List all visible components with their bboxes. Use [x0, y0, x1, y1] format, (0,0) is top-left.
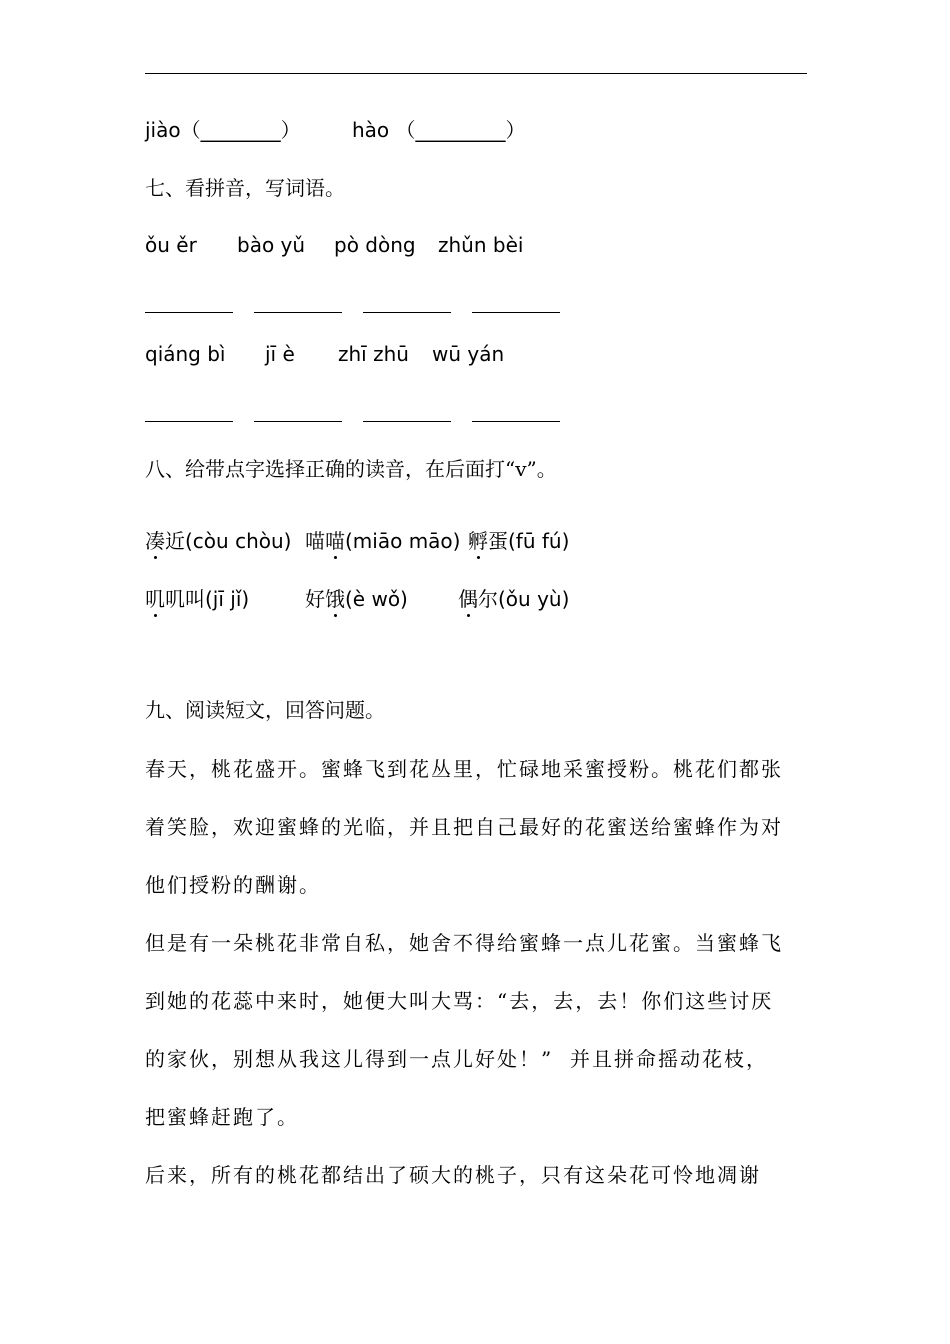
section8-heading: 八、给带点字选择正确的读音，在后面打“v”。 [145, 457, 557, 481]
dotted-char: 偶 [458, 587, 478, 611]
dotted-char: 喵 [325, 529, 345, 553]
answer-blank[interactable] [254, 312, 342, 313]
reading-choice-item: 好饿(è wǒ) [305, 587, 408, 611]
reading-choice-item: 喵喵(miāo māo) [305, 529, 461, 553]
reading-choice-item: 凑近(còu chòu) [145, 529, 292, 553]
reading-choice-item: 叽叽叫(jī jǐ) [145, 587, 250, 611]
pinyin-2-3: zhī zhū [338, 342, 409, 366]
pinyin-2-4: wū yán [432, 342, 505, 366]
passage-line: 的家伙，别想从我这儿得到一点儿好处！” 并且拼命摇动花枝， [145, 1047, 768, 1071]
header-rule [145, 73, 807, 74]
dotted-char: 叽 [145, 587, 165, 611]
pinyin-2-2: jī è [265, 342, 295, 366]
answer-blank[interactable] [472, 421, 560, 422]
pinyin-1-2: bào yǔ [237, 233, 306, 257]
q6-item-hao: hào （_________） [352, 118, 526, 142]
dotted-char: 孵 [468, 529, 488, 553]
pinyin-2-1: qiáng bì [145, 342, 226, 366]
answer-blank[interactable] [472, 312, 560, 313]
passage-line: 把蜜蜂赶跑了。 [145, 1105, 299, 1129]
pinyin-1-1: ǒu ěr [145, 233, 197, 257]
passage-line: 他们授粉的酬谢。 [145, 873, 321, 897]
passage-line: 后来，所有的桃花都结出了硕大的桃子，只有这朵花可怜地凋谢 [145, 1163, 761, 1187]
dotted-char: 饿 [325, 587, 345, 611]
q6-item-jiao: jiào（________） [145, 118, 301, 142]
passage-line: 但是有一朵桃花非常自私，她舍不得给蜜蜂一点儿花蜜。当蜜蜂飞 [145, 931, 783, 955]
answer-blank[interactable] [363, 421, 451, 422]
pinyin-1-4: zhǔn bèi [438, 233, 524, 257]
passage-line: 春天，桃花盛开。蜜蜂飞到花丛里，忙碌地采蜜授粉。桃花们都张 [145, 757, 783, 781]
answer-blank[interactable] [145, 312, 233, 313]
reading-choice-item: 孵蛋(fū fú) [468, 529, 570, 553]
answer-blank[interactable] [363, 312, 451, 313]
answer-blank[interactable] [254, 421, 342, 422]
dotted-char: 凑 [145, 529, 165, 553]
passage-line: 着笑脸，欢迎蜜蜂的光临，并且把自己最好的花蜜送给蜜蜂作为对 [145, 815, 783, 839]
section7-heading: 七、看拼音，写词语。 [145, 176, 345, 200]
section9-heading: 九、阅读短文，回答问题。 [145, 698, 385, 722]
passage-line: 到她的花蕊中来时，她便大叫大骂：“去，去，去！你们这些讨厌 [145, 989, 774, 1013]
reading-choice-item: 偶尔(ǒu yù) [458, 587, 570, 611]
answer-blank[interactable] [145, 421, 233, 422]
pinyin-1-3: pò dòng [334, 233, 416, 257]
